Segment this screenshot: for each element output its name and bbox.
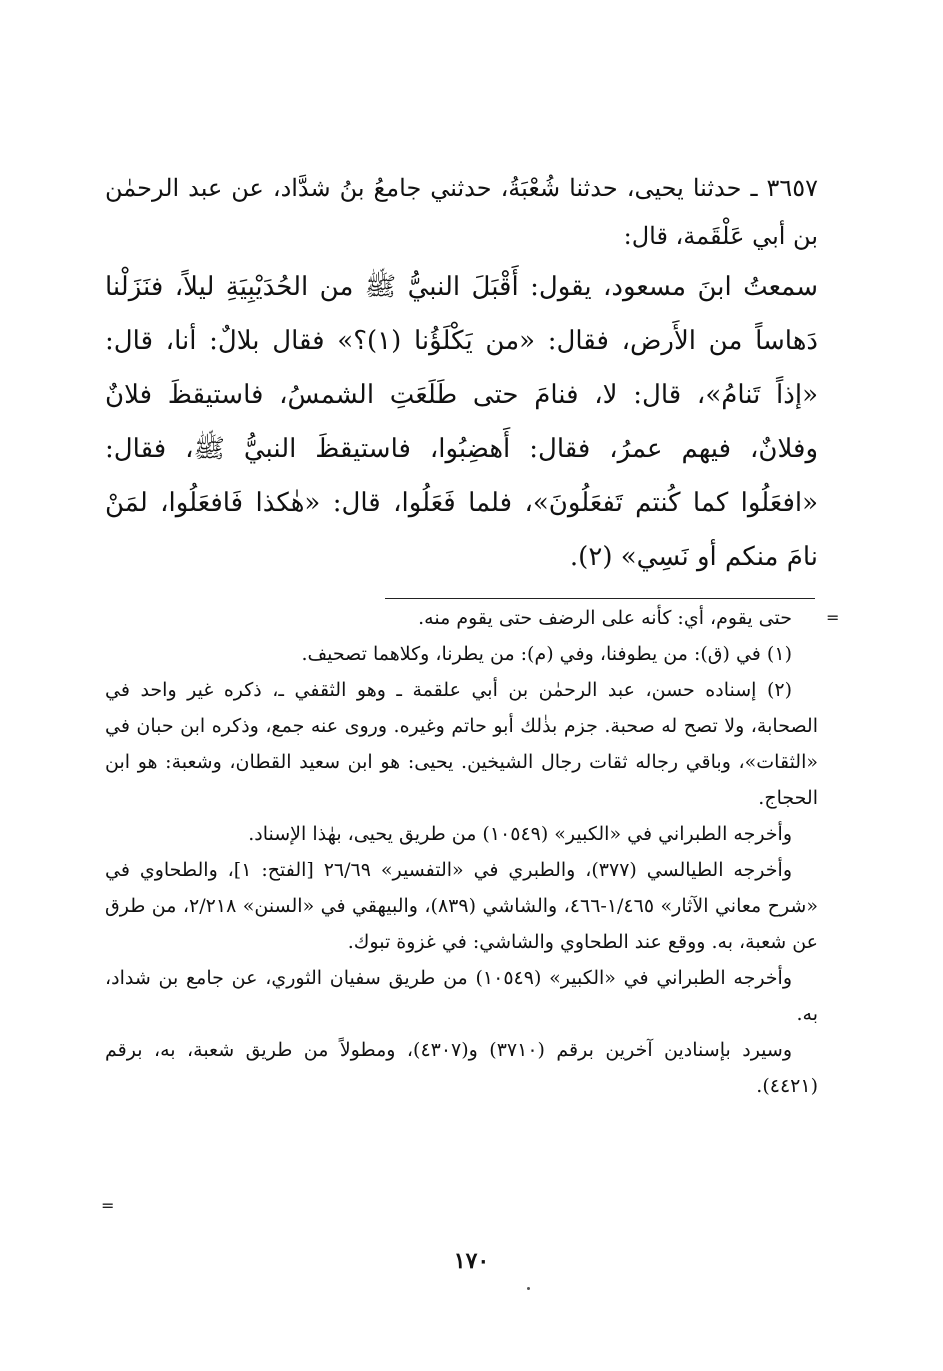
footnote-2: (٢) إسناده حسن، عبد الرحمٰن بن أبي علقمة ـ وهو الثقفي ـ، ذكره غير واحد في الصحابة، ولا تصح له صحبة. جزم بذٰلك أبو حاتم وغيره. وروى عنه جمع، وذكره ابن حبان في «الثقات»، وباقي رجاله ثقات رجال الشيخين. يحيى: هو ابن سعيد القطان، وشعبة: هو ابن الحجاج. <box>105 679 818 809</box>
footnotes <box>105 600 818 1104</box>
page-number: ١٧٠ <box>453 1248 490 1274</box>
continued-from-previous-mark: = <box>826 608 840 627</box>
hadith-text <box>105 164 818 584</box>
footnote-paragraph: وسيرد بإسنادين آخرين برقم (٣٧١٠) و(٤٣٠٧)، ومطولاً من طريق شعبة، به، برقم (٤٤٢١). <box>105 1039 818 1097</box>
footnote-paragraph: وأخرجه الطبراني في «الكبير» (١٠٥٤٩) من طريق يحيى، بهٰذا الإسناد. <box>248 823 792 845</box>
footnote-1: (١) في (ق): من يطوفنا، وفي (م): من يطرنا، وكلاهما تصحيف. <box>301 643 792 665</box>
footnote-paragraph: وأخرجه الطبراني في «الكبير» (١٠٥٤٩) من طريق سفيان الثوري، عن جامع بن شداد، به. <box>105 967 818 1025</box>
footnote-separator <box>385 598 815 599</box>
continues-on-next-mark: = <box>101 1196 115 1215</box>
hadith-body: سمعتُ ابنَ مسعود، يقول: أَقْبَلَ النبيُّ ﷺ من الحُدَيْبِيَةِ ليلاً، فنَزَلْنا دَهاساً من الأَرض، فقال: «من يَكْلَؤُنا (١)؟» فقال بلالٌ: أنا، قال: «إذاً تَنامُ»، قال: لا، فنامَ حتى طَلَعَتِ الشمسُ، فاستيقظَ فلانٌ وفلانٌ، فيهم عمرُ، فقال: أَهضِبُوا، فاستيقظَ النبيُّ ﷺ، فقال: «افعَلُوا كما كُنتم تَفعَلُونَ»، فلما فَعَلُوا، قال: «هٰكذا فَافعَلُوا، لمَنْ نامَ منكم أو نَسِي» (٢). <box>105 272 819 572</box>
hadith-chain-of-narration: ٣٦٥٧ ـ حدثنا يحيى، حدثنا شُعْبَةُ، حدثني جامعُ بنُ شدَّاد، عن عبد الرحمٰن بن أبي عَلْقَمة، قال: <box>105 174 818 250</box>
scan-speck <box>527 1287 530 1290</box>
footnote-paragraph: وأخرجه الطيالسي (٣٧٧)، والطبري في «التفسير» ٢٦/٦٩ [الفتح: ١]، والطحاوي في «شرح معاني الآثار» ١/٤٦٥-٤٦٦، والشاشي (٨٣٩)، والبيهقي في «السنن» ٢/٢١٨، من طرق عن شعبة، به. ووقع عند الطحاوي والشاشي: في غزوة تبوك. <box>105 859 818 953</box>
footnote-continuation: حتى يقوم، أي: كأنه على الرضف حتى يقوم منه. <box>418 607 792 629</box>
